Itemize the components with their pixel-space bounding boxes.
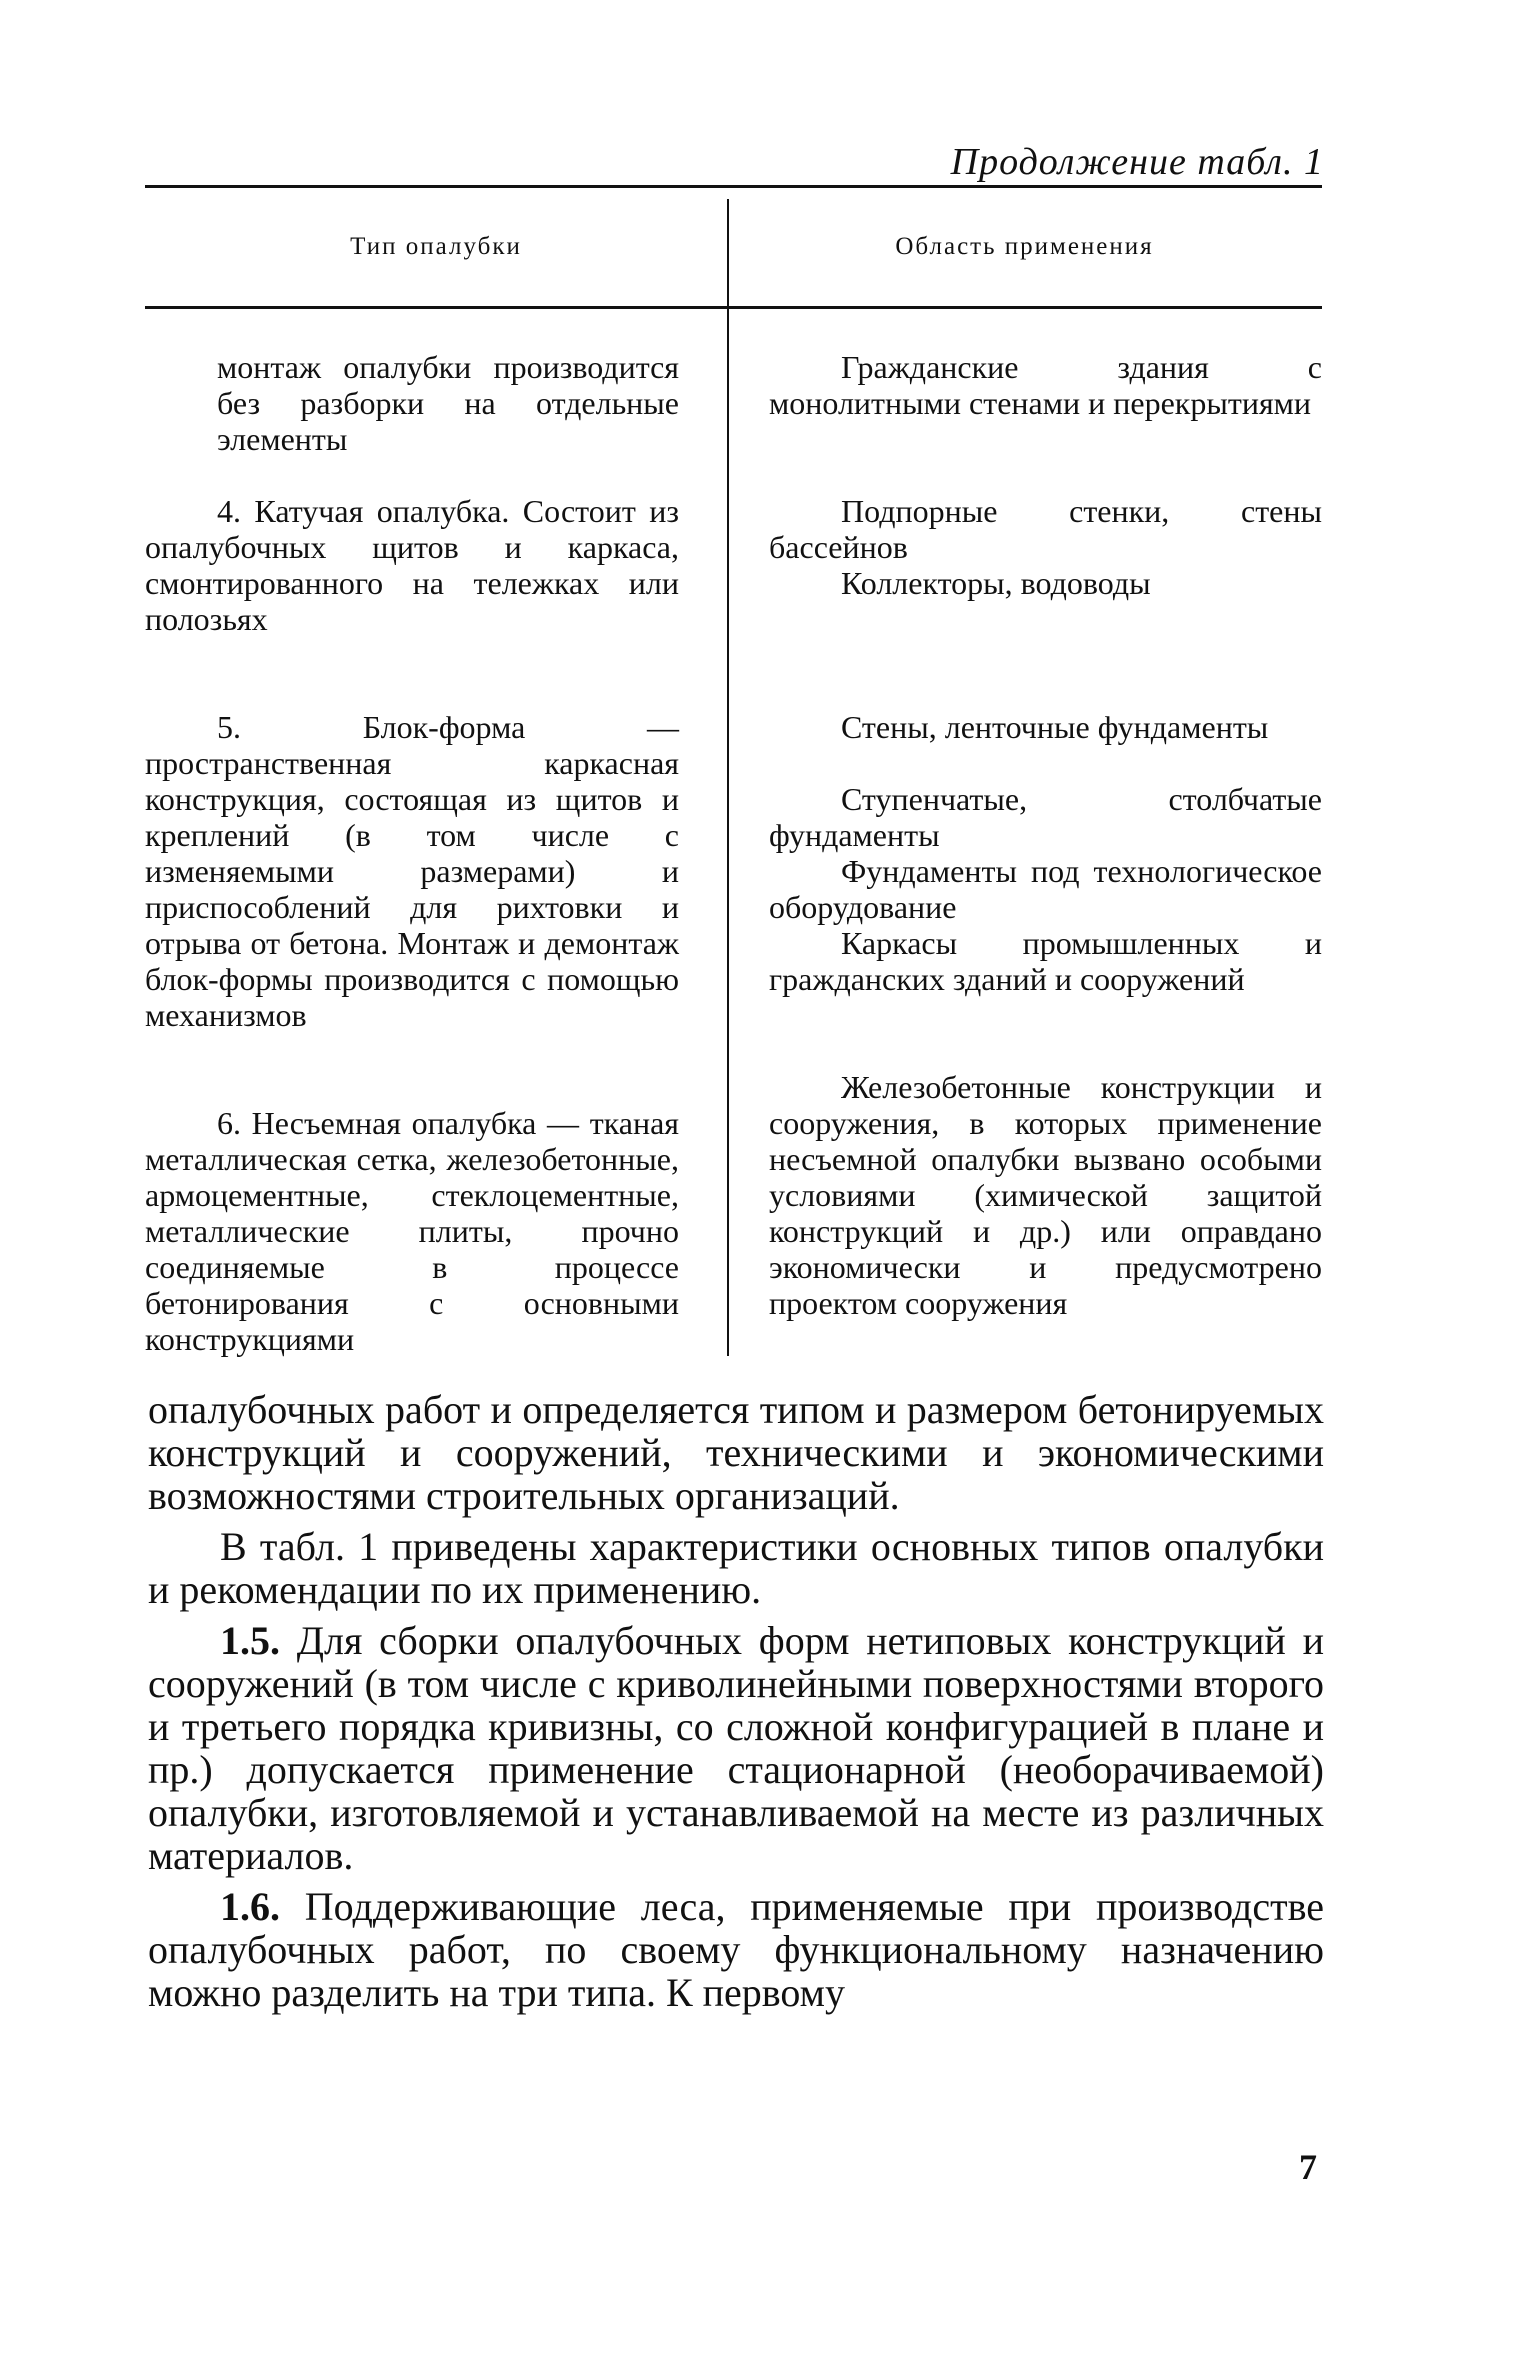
header-application-area: Область применения <box>895 233 1154 260</box>
application-entry-7: Каркасы промышленных и гражданских зданий и сооружений <box>769 925 1322 997</box>
paragraph-1-6 <box>148 1885 1324 2014</box>
type-entry-3-tail: монтаж опалубки производится без разборки на отдельные элементы <box>217 349 679 457</box>
clause-number-1-5: 1.5. <box>220 1618 280 1663</box>
table-header <box>145 188 1322 306</box>
paragraph-table-reference: В табл. 1 приведены характеристики основных типов опалубки и рекомендации по их применению. <box>148 1524 1324 1612</box>
formwork-table <box>145 185 1322 1357</box>
column-application-area <box>727 349 1322 1357</box>
paragraph-1-5 <box>148 1619 1324 1877</box>
page-number: 7 <box>1299 2147 1317 2187</box>
application-entry-8: Железобетонные конструкции и сооружения, в которых применение несъемной опалубки вызвано особыми условиями (химической защитой конструкций и др.) или оправдано экономически и предусмотрено проектом сооружения <box>769 1069 1322 1321</box>
application-entry-6: Фундаменты под технологическое оборудование <box>769 853 1322 925</box>
header-formwork-type: Тип опалубки <box>350 233 522 260</box>
application-entry-4: Стены, ленточные фундаменты <box>841 709 1269 745</box>
type-entry-4: 4. Катучая опалубка. Состоит из опалубочных щитов и каркаса, смонтированного на тележках или полозьях <box>145 493 679 637</box>
application-entry-5: Ступенчатые, столбчатые фундаменты <box>769 781 1322 853</box>
type-entry-6: 6. Несъемная опалубка — тканая металлическая сетка, железобетонные, армоцементные, стеклоцементные, металлические плиты, прочно соединяемые в процессе бетонирования с основными конструкциями <box>145 1105 679 1357</box>
column-formwork-type <box>145 349 727 1357</box>
clause-text-1-5: Для сборки опалубочных форм нетиповых конструкций и сооружений (в том числе с криволинейными поверхностями второго и третьего порядка кривизны, со сложной конфигурацией в плане и пр.) допускается применение стационарной (необорачиваемой) опалубки, изготовляемой и устанавливаемой на месте из различных материалов. <box>148 1618 1324 1878</box>
clause-number-1-6: 1.6. <box>220 1884 280 1929</box>
clause-text-1-6: Поддерживающие леса, применяемые при производстве опалубочных работ, по своему функциональному назначению можно разделить на три типа. К первому <box>148 1884 1325 2015</box>
application-entry-3: Коллекторы, водоводы <box>841 565 1151 601</box>
table-body <box>145 309 1322 1357</box>
paragraph-continuation: опалубочных работ и определяется типом и размером бетонируемых конструкций и сооружений, техническими и экономическими возможностями строительных организаций. <box>148 1387 1324 1518</box>
type-entry-5: 5. Блок-форма — пространственная каркасная конструкция, состоящая из щитов и креплений (в том числе с изменяемыми размерами) и приспособлений для рихтовки и отрыва от бетона. Монтаж и демонтаж блок-формы производится с помощью механизмов <box>145 709 679 1033</box>
table-continuation-label: Продолжение табл. 1 <box>950 141 1324 183</box>
application-entry-1: Гражданские здания с монолитными стенами и перекрытиями <box>769 349 1322 421</box>
body-text <box>148 1388 1324 2022</box>
application-entry-2: Подпорные стенки, стены бассейнов <box>769 493 1322 565</box>
table-column-divider <box>727 199 729 1356</box>
